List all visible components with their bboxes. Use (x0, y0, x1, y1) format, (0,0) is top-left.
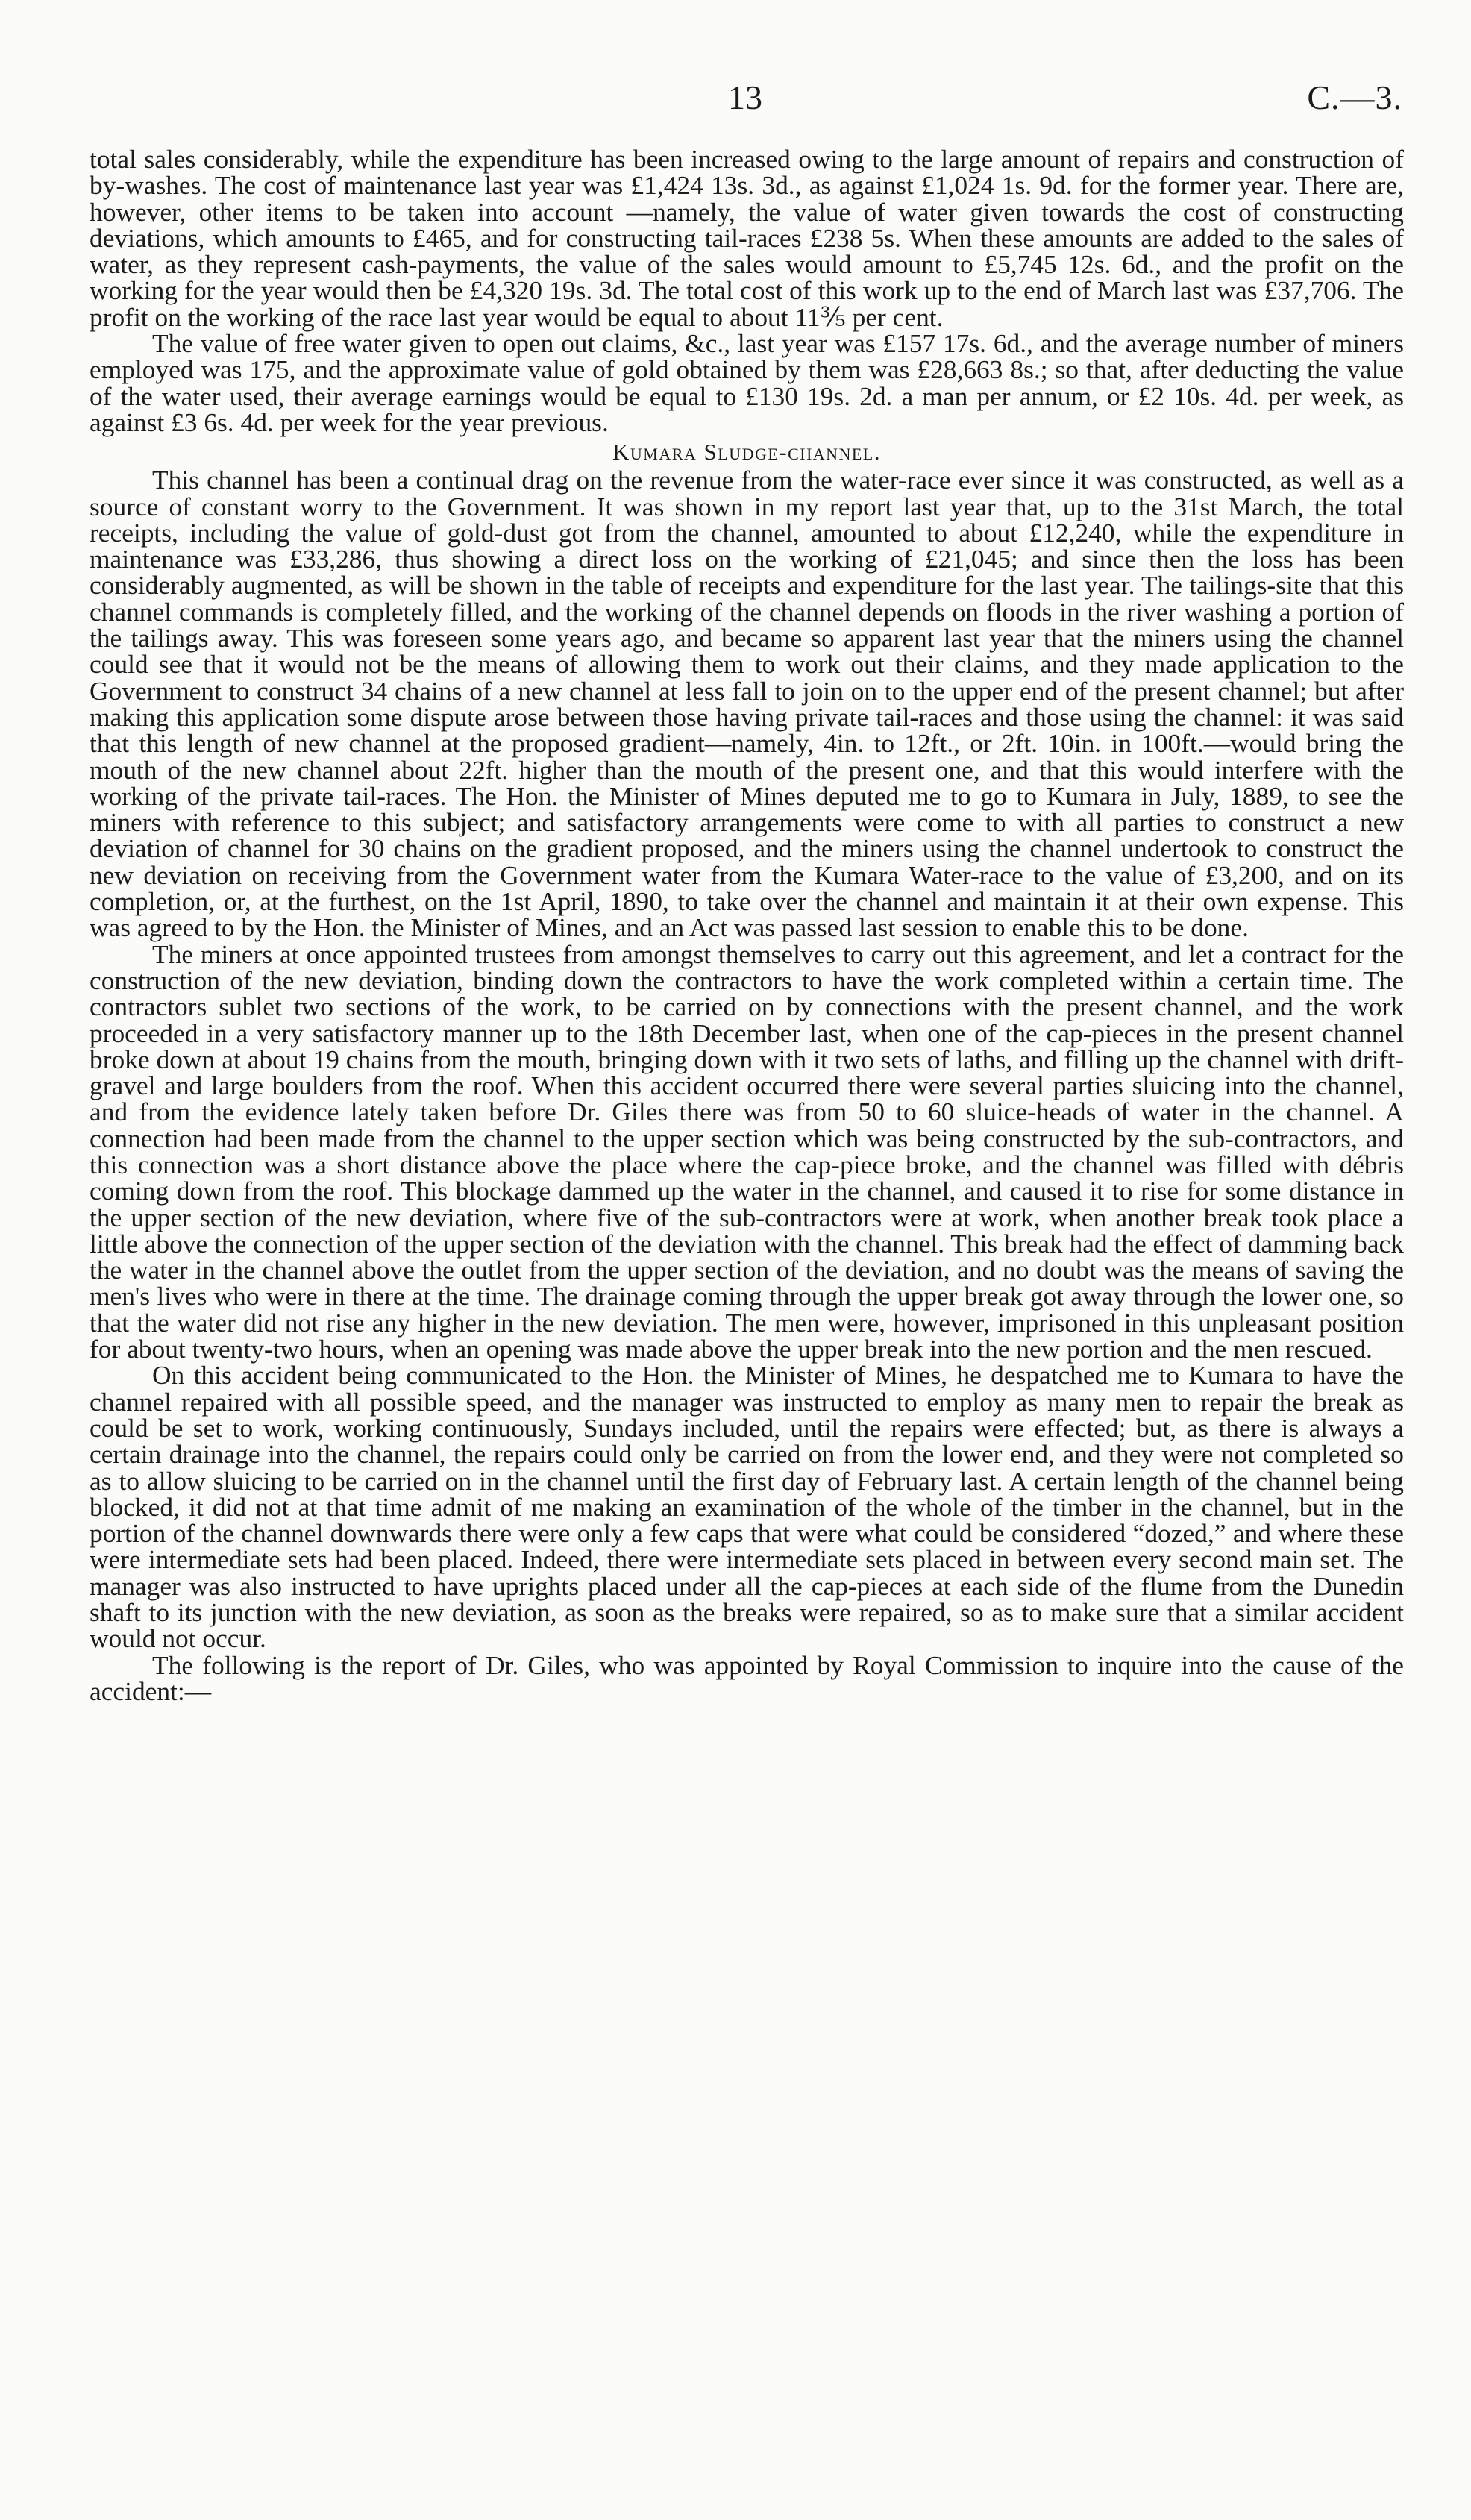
section-heading-kumara-sludge-channel: Kumara Sludge-channel. (612, 439, 881, 466)
paragraph-accident: The miners at once appointed trustees from amongst themselves to carry out this agreement, and let a contract for the construction of the new deviation, binding down the contractors to have the work completed within a certain time. The contractors sublet two sections of the work, to be carried on by connections with the present channel, and the work proceeded in a very satisfactory manner up to the 18th December last, when one of the cap-pieces in the present channel broke down at about 19 chains from the mouth, bringing down with it two sets of laths, and filling up the channel with drift-gravel and large boulders from the roof. When this accident occurred there were several parties sluicing into the channel, and from the evidence lately taken before Dr. Giles there was from 50 to 60 sluice-heads of water in the channel. A connection had been made from the channel to the upper section which was being constructed by the sub-contractors, and this connection was a short distance above the place where the cap-piece broke, and the channel was filled with débris coming down from the roof. This blockage dammed up the water in the channel, and caused it to rise for some distance in the upper section of the new deviation, where five of the sub-contractors were at work, when another break took place a little above the connection of the upper section of the deviation with the channel. This break had the effect of damming back the water in the channel above the outlet from the upper section of the deviation, and no doubt was the means of saving the men's lives who were in there at the time. The drainage coming through the upper break got away through the lower one, so that the water did not rise any higher in the new deviation. The men were, however, imprisoned in this unpleasant position for about twenty-two hours, when an opening was made above the upper break into the new portion and the men rescued. (90, 938, 1404, 1364)
paragraph-free-water: The value of free water given to open out claims, &c., last year was £157 17s. 6d., and the average number of miners employed was 175, and the approximate value of gold obtained by them was £28,663 8s.; so that, after deducting the value of the water used, their average earnings would be equal to £130 19s. 2d. a man per annum, or £2 10s. 4d. per week, as against £3 6s. 4d. per week for the year previous. (90, 328, 1404, 437)
body-text (90, 146, 1404, 1705)
page-header (90, 78, 1402, 122)
paragraph-channel-history: This channel has been a continual drag on the revenue from the water-race ever since it was constructed, as well as a source of constant worry to the Government. It was shown in my report last year that, up to the 31st March, the total receipts, including the value of gold-dust got from the channel, amounted to about £12,240, while the expenditure in maintenance was £33,286, thus showing a direct loss on the working of £21,045; and since then the loss has been considerably augmented, as will be shown in the table of receipts and expenditure for the last year. The tailings-site that this channel commands is completely filled, and the working of the channel depends on floods in the river washing a portion of the tailings away. This was foreseen some years ago, and became so apparent last year that the miners using the channel could see that it would not be the means of allowing them to work out their claims, and they made application to the Government to construct 34 chains of a new channel at less fall to join on to the upper end of the present channel; but after making this application some dispute arose between those having private tail-races and those using the channel: it was said that this length of new channel at the proposed gradient—namely, 4in. to 12ft., or 2ft. 10in. in 100ft.—would bring the mouth of the new channel about 22ft. higher than the mouth of the present one, and that this would interfere with the working of the private tail-races. The Hon. the Minister of Mines deputed me to go to Kumara in July, 1889, to see the miners with reference to this subject; and satisfactory arrangements were come to with all parties to construct a new deviation of channel for 30 chains on the gradient proposed, and the miners using the channel undertook to construct the new deviation on receiving from the Government water from the Kumara Water-race to the value of £3,200, and on its completion, or, at the furthest, on the 1st April, 1890, to take over the channel and maintain it at their own expense. This was agreed to by the Hon. the Minister of Mines, and an Act was passed last session to enable this to be done. (90, 465, 1404, 943)
paragraph-report-intro: The following is the report of Dr. Giles, who was appointed by Royal Commission to inquire into the cause of the accident:— (90, 1649, 1404, 1706)
paper-reference: C.—3. (1307, 78, 1402, 116)
paragraph-continuation: total sales considerably, while the expenditure has been increased owing to the large amount of repairs and construction of by-washes. The cost of maintenance last year was £1,424 13s. 3d., as against £1,024 1s. 9d. for the former year. There are, however, other items to be taken into account —namely, the value of water given towards the cost of constructing deviations, which amounts to £465, and for constructing tail-races £238 5s. When these amounts are added to the sales of water, as they represent cash-payments, the value of the sales would amount to £5,745 12s. 6d., and the profit on the working for the year would then be £4,320 19s. 3d. The total cost of this work up to the end of March last was £37,706. The profit on the working of the race last year would be equal to about 11⅗ per cent. (90, 144, 1404, 332)
page-number: 13 (728, 78, 762, 116)
paragraph-repairs: On this accident being communicated to the Hon. the Minister of Mines, he despatched me to Kumara to have the channel repaired with all possible speed, and the manager was instructed to employ as many men to repair the break as could be set to work, working continuously, Sundays included, until the repairs were effected; but, as there is always a certain drainage into the channel, the repairs could only be carried on from the lower end, and they were not completed so as to allow sluicing to be carried on in the channel until the first day of February last. A certain length of the channel being blocked, it did not at that time admit of me making an examination of the whole of the timber in the channel, but in the portion of the channel downwards there were only a few caps that were what could be considered “dozed,” and where these were intermediate sets had been placed. Indeed, there were intermediate sets placed in between every second main set. The manager was also instructed to have uprights placed under all the cap-pieces at each side of the flume from the Dunedin shaft to its junction with the new deviation, as soon as the breaks were repaired, so as to make sure that a similar accident would not occur. (90, 1360, 1404, 1654)
